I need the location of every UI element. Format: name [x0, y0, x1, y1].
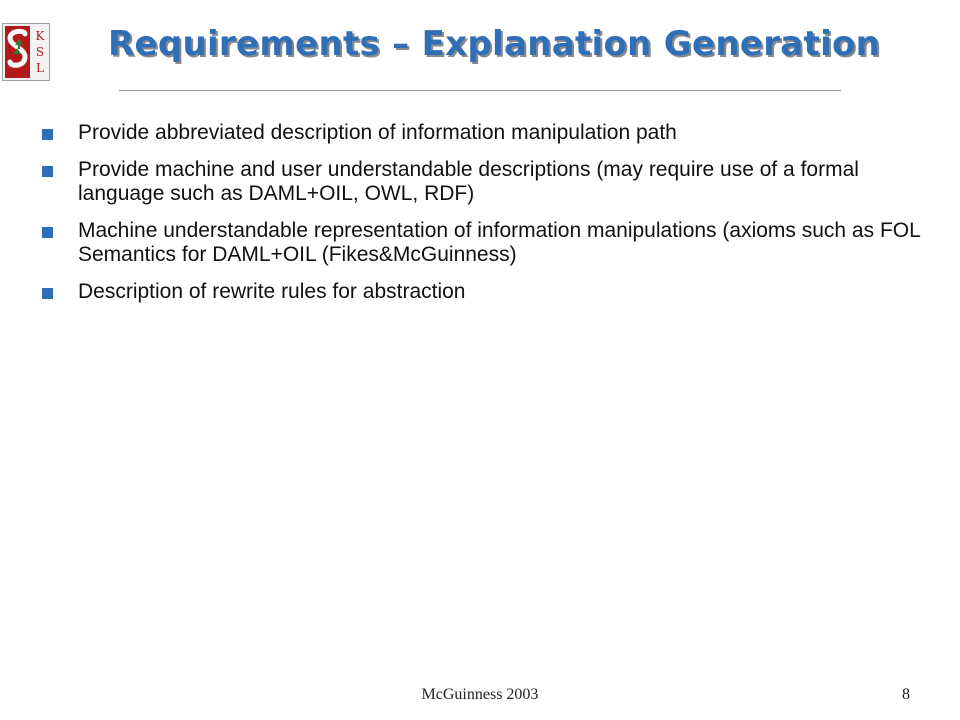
logo-letter-l: L — [36, 61, 44, 75]
logo-letter-k: K — [35, 29, 45, 43]
bullet-item — [40, 158, 940, 206]
bullet-item — [40, 121, 940, 145]
ksl-logo-icon — [2, 23, 50, 81]
bullet-text: Description of rewrite rules for abstraction — [78, 280, 466, 303]
bullet-list — [40, 121, 940, 317]
bullet-item — [40, 280, 940, 304]
square-bullet-icon — [42, 288, 53, 299]
bullet-item — [40, 219, 940, 267]
page-number: 8 — [902, 686, 910, 703]
logo-letter-s: S — [35, 45, 45, 59]
slide-title: Requirements – Explanation Generation — [108, 24, 881, 64]
bullet-text: Machine understandable representation of information manipulations (axioms such as FOL Semantics for DAML+OIL (Fikes&McGuinness) — [78, 219, 921, 266]
title-divider — [119, 90, 841, 91]
square-bullet-icon — [42, 227, 53, 238]
square-bullet-icon — [42, 129, 53, 140]
bullet-text: Provide machine and user understandable descriptions (may require use of a formal language such as DAML+OIL, OWL, RDF) — [78, 158, 859, 205]
square-bullet-icon — [42, 166, 53, 177]
bullet-text: Provide abbreviated description of information manipulation path — [78, 121, 677, 144]
footer-author: McGuinness 2003 — [421, 686, 539, 703]
